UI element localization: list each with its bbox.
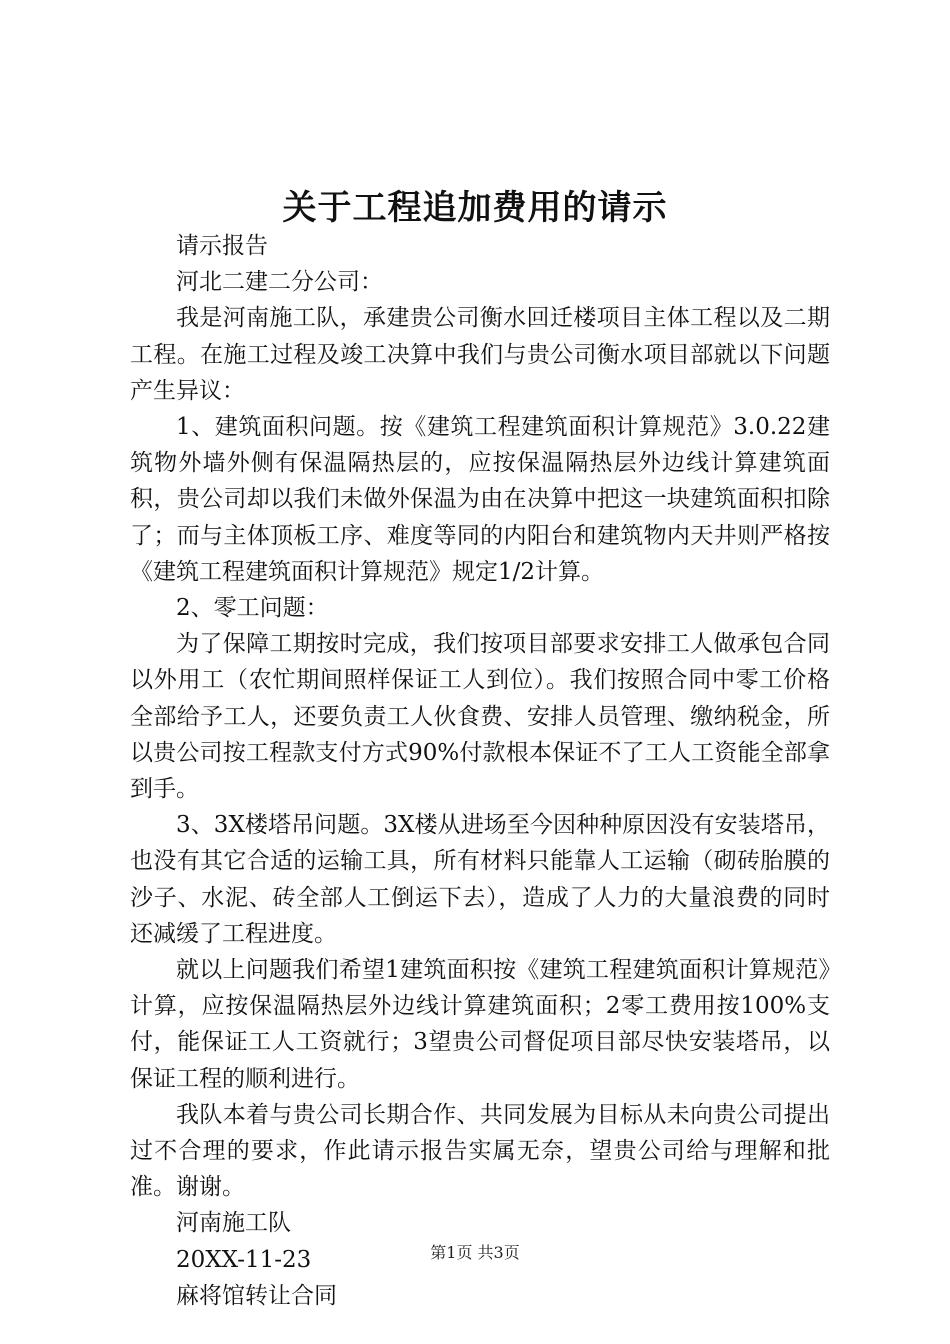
signature-date: 20XX-11-23 <box>176 1246 312 1273</box>
paragraph-intro: 我是河南施工队，承建贵公司衡水回迁楼项目主体工程以及二期工程。在施工过程及竣工决算中我们与贵公司衡水项目部就以下问题产生异议： <box>130 305 830 404</box>
document-body <box>130 228 830 1314</box>
document-title: 关于工程追加费用的请示 <box>282 188 668 228</box>
next-document-title: 麻将馆转让合同 <box>176 1282 337 1309</box>
paragraph-issue-2-heading: 2、零工问题： <box>176 595 329 622</box>
paragraph-closing: 我队本着与贵公司长期合作、共同发展为目标从未向贵公司提出过不合理的要求，作此请示报告实属无奈，望贵公司给与理解和批准。谢谢。 <box>130 1101 830 1201</box>
paragraph-issue-2: 为了保障工期按时完成，我们按项目部要求安排工人做承包合同以外用工（农忙期间照样保证工人到位）。我们按照合同中零工价格全部给予工人，还要负责工人伙食费、安排人员管理、缴纳税金，所以贵公司按工程款支付方式90%付款根本保证不了工人工资能全部拿到手。 <box>130 631 830 803</box>
paragraph-issue-1: 1、建筑面积问题。按《建筑工程建筑面积计算规范》3.0.22建筑物外墙外侧有保温隔热层的，应按保温隔热层外边线计算建筑面积，贵公司却以我们未做外保温为由在决算中把这一块建筑面积扣除了；而与主体顶板工序、难度等同的内阳台和建筑物内天井则严格按《建筑工程建筑面积计算规范》规定1/2计算。 <box>130 414 830 585</box>
page-number: 第1页 共3页 <box>430 1243 520 1262</box>
paragraph-report-label: 请示报告 <box>176 233 268 259</box>
paragraph-issue-3: 3、3X楼塔吊问题。3X楼从进场至今因种种原因没有安装塔吊，也没有其它合适的运输工具，所有材料只能靠人工运输（砌砖胎膜的沙子、水泥、砖全部人工倒运下去），造成了人力的大量浪费的同时还减缓了工程进度。 <box>130 812 830 947</box>
paragraph-requests: 就以上问题我们希望1建筑面积按《建筑工程建筑面积计算规范》计算，应按保温隔热层外边线计算建筑面积；2零工费用按100%支付，能保证工人工资就行；3望贵公司督促项目部尽快安装塔吊，以保证工程的顺利进行。 <box>130 957 830 1092</box>
signature-org: 河南施工队 <box>176 1210 291 1237</box>
paragraph-recipient: 河北二建二分公司： <box>176 269 383 296</box>
